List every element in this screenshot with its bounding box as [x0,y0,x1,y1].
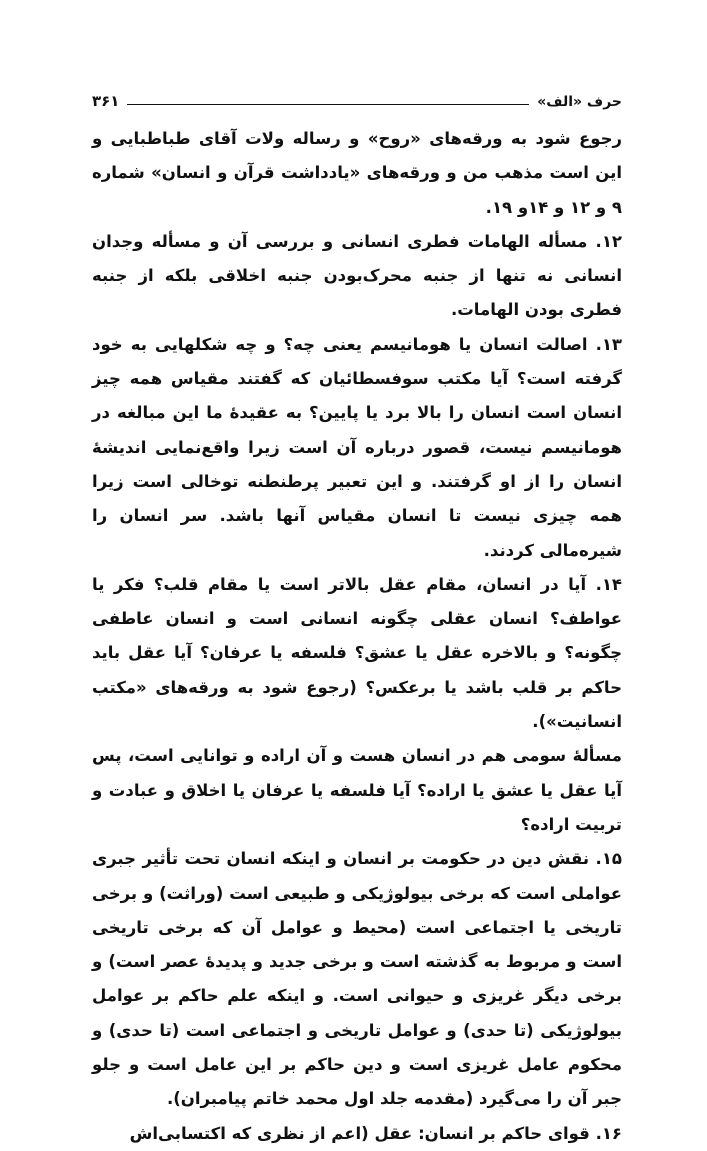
paragraph-item-15: ۱۵. نقش دین در حکومت بر انسان و اینکه انسان تحت تأثیر جبری عواملی است که برخی بیولوژیکی و طبیعی است (وراثت) و برخی تاریخی یا اجتماعی است (محیط و عوامل آن که برخی تاریخی است و مربوط به گذشته است و برخی جدید و پدیدهٔ عصر است) و برخی دیگر غریزی و حیوانی است. و اینکه علم حاکم بر عوامل بیولوژیکی (تا حدی) و عوامل تاریخی و اجتماعی است (تا حدی) و محکوم عامل غریزی است و دین حاکم بر این عامل است و جلو جبر آن را می‌گیرد (مقدمه جلد اول محمد خاتم پیامبران). [92,849,622,1109]
paragraph-third-question: مسألهٔ سومی هم در انسان هست و آن اراده و توانایی است، پس آیا عقل یا عشق یا اراده؟ آیا فلسفه یا عرفان یا اخلاق و عبادت و تربیت اراده؟ [92,746,622,834]
paragraph: رجوع شود به ورقه‌های «روح» و رساله ولات آقای طباطبایی و این است مذهب من و ورقه‌های «یادداشت قرآن و انسان» شماره ۹ و ۱۲ و ۱۴و ۱۹. [92,129,622,217]
page-number: ۳۶۱ [92,92,120,110]
header-rule [127,103,529,105]
paragraph-item-14: ۱۴. آیا در انسان، مقام عقل بالاتر است یا مقام قلب؟ فکر یا عواطف؟ انسان عقلی چگونه انسانی است و انسان عاطفی چگونه؟ و بالاخره عقل یا عشق؟ فلسفه یا عرفان؟ آیا عقل باید حاکم بر قلب باشد یا برعکس؟ (رجوع شود به ورقه‌های «مکتب انسانیت»). [92,574,622,732]
running-title: حرف «الف» [537,94,622,110]
paragraph-item-13: ۱۳. اصالت انسان یا هومانیسم یعنی چه؟ و چه شکلهایی به خود گرفته است؟ آیا مکتب سوفسطائیان که گفتند مقیاس همه چیز انسان است انسان را بالا برد یا پایین؟ به عقیدهٔ ما این مبالغه در هومانیسم نیست، قصور درباره آن است زیرا واقع‌نمایی اندیشهٔ انسان را از او گرفتند. و این تعبیر پرطنطنه توخالی است زیرا همه چیزی نیست تا انسان مقیاس آنها باشد. سر انسان را شیره‌مالی کردند. [92,334,622,560]
body-text [92,122,622,1151]
page-header [92,86,622,110]
paragraph-item-16: ۱۶. قوای حاکم بر انسان: عقل (اعم از نظری که اکتسابی‌اش [129,1123,622,1143]
paragraph-item-12: ۱۲. مسأله الهامات فطری انسانی و بررسی آن و مسأله وجدان انسانی نه تنها از جنبه محرک‌بودن جنبه اخلاقی بلکه از جنبه فطری بودن الهامات. [92,231,622,320]
book-page [92,86,622,1143]
